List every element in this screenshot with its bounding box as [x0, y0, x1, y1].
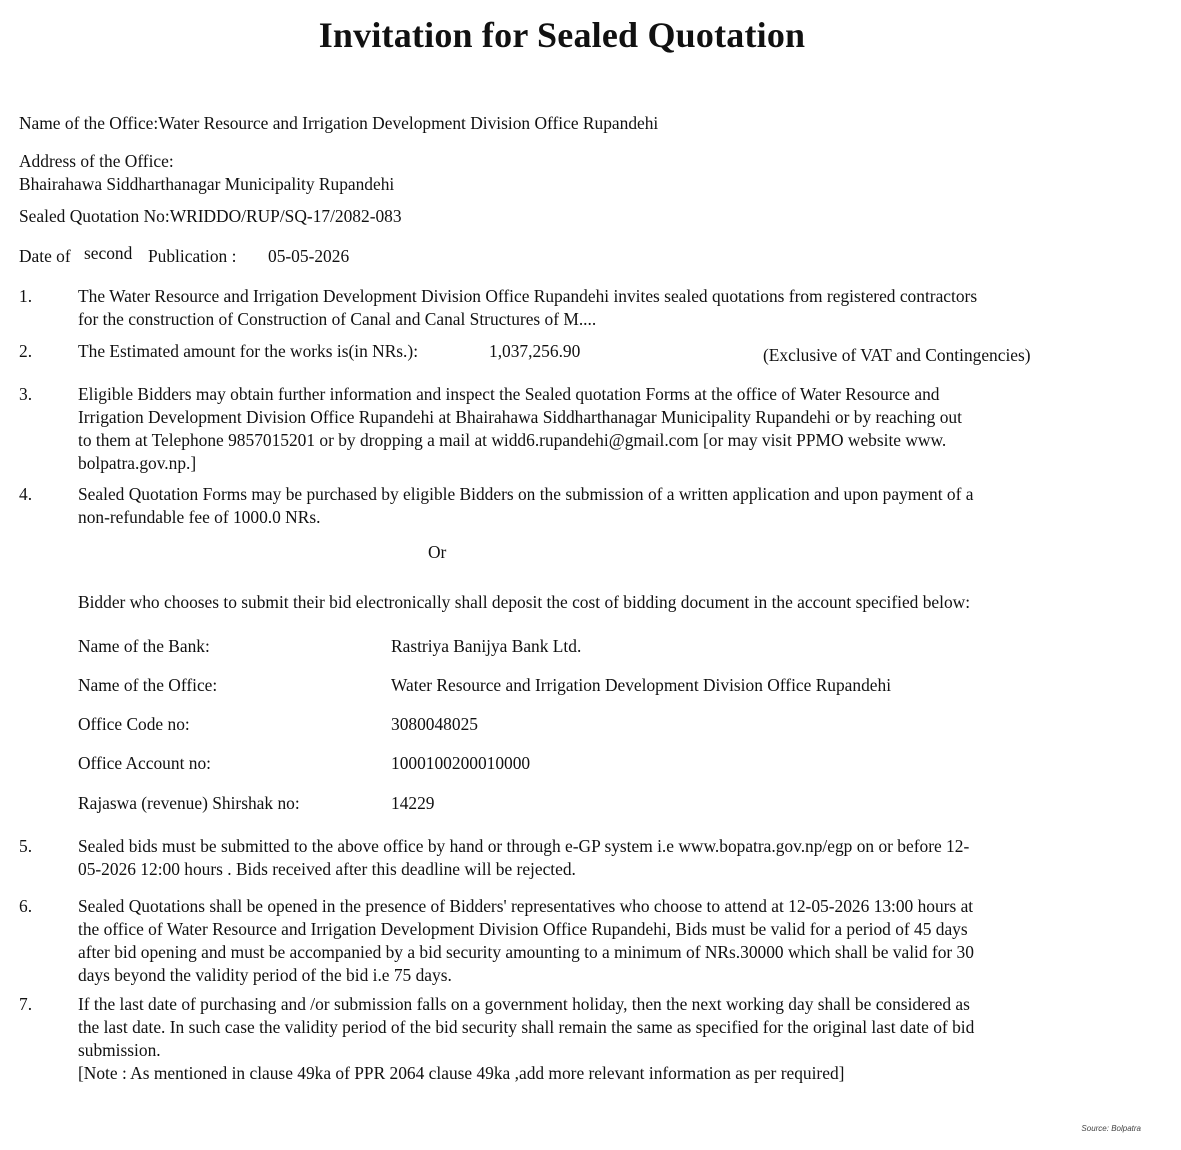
- text-line: for the construction of Construction of Canal and Canal Structures of M....: [78, 309, 597, 329]
- publication-label: Publication :: [148, 246, 237, 266]
- text-line: days beyond the validity period of the bid i.e 75 days.: [78, 965, 452, 985]
- item-number: 3.: [19, 384, 33, 404]
- publication-prefix: Date of: [19, 246, 71, 266]
- address-label: Address of the Office:: [19, 151, 174, 171]
- item-4-text: [78, 483, 1108, 529]
- item-number: 6.: [19, 896, 33, 916]
- text-line: The Water Resource and Irrigation Development Division Office Rupandehi invites sealed quotations from registered contractors: [78, 286, 978, 306]
- bank-detail-value: Water Resource and Irrigation Development Division Office Rupandehi: [391, 675, 892, 695]
- office-name-line: Name of the Office:Water Resource and Irrigation Development Division Office Rupandehi: [19, 113, 659, 133]
- quotation-number: Sealed Quotation No:WRIDDO/RUP/SQ-17/2082-083: [19, 206, 402, 226]
- page-title: Invitation for Sealed Quotation: [318, 15, 806, 55]
- item-number: 4.: [19, 484, 33, 504]
- text-line: Sealed Quotation Forms may be purchased by eligible Bidders on the submission of a written application and upon payment of a: [78, 484, 974, 504]
- electronic-submission-text: Bidder who chooses to submit their bid electronically shall deposit the cost of bidding document in the account specified below:: [78, 592, 971, 612]
- text-line: the last date. In such case the validity period of the bid security shall remain the same as specified for the original last date of bid: [78, 1017, 975, 1037]
- bank-detail-label: Office Code no:: [78, 714, 190, 734]
- item-3-text: [78, 383, 1108, 475]
- bank-detail-label: Office Account no:: [78, 753, 211, 773]
- item-number: 1.: [19, 286, 33, 306]
- estimated-amount-note: (Exclusive of VAT and Contingencies): [763, 345, 1031, 365]
- text-line: the office of Water Resource and Irrigation Development Division Office Rupandehi, Bids must be valid for a period of 45 days: [78, 919, 968, 939]
- item-1-text: [78, 285, 1108, 331]
- text-line: Sealed bids must be submitted to the above office by hand or through e-GP system i.e www.bopatra.gov.np/egp on or before 12-: [78, 836, 970, 856]
- item-number: 7.: [19, 994, 33, 1014]
- estimated-amount-label: The Estimated amount for the works is(in NRs.):: [78, 341, 419, 361]
- text-line: to them at Telephone 9857015201 or by dropping a mail at widd6.rupandehi@gmail.com [or may visit PPMO website www.: [78, 430, 947, 450]
- text-line: submission.: [78, 1040, 161, 1060]
- item-number: 5.: [19, 836, 33, 856]
- item-7-text: [78, 993, 1108, 1085]
- item-5-text: [78, 835, 1108, 881]
- publication-date: 05-05-2026: [268, 246, 350, 266]
- text-line: bolpatra.gov.np.]: [78, 453, 197, 473]
- bank-detail-label: Rajaswa (revenue) Shirshak no:: [78, 793, 300, 813]
- text-line: after bid opening and must be accompanied by a bid security amounting to a minimum of NRs.30000 which shall be valid for 30: [78, 942, 974, 962]
- item-number: 2.: [19, 341, 33, 361]
- text-line: [Note : As mentioned in clause 49ka of PPR 2064 clause 49ka ,add more relevant information as per required]: [78, 1063, 845, 1083]
- bank-detail-value: 3080048025: [391, 714, 478, 734]
- publication-second: second: [84, 243, 133, 263]
- bank-detail-value: 14229: [391, 793, 435, 813]
- or-separator: Or: [428, 542, 447, 562]
- text-line: non-refundable fee of 1000.0 NRs.: [78, 507, 321, 527]
- bank-detail-value: Rastriya Banijya Bank Ltd.: [391, 636, 582, 656]
- text-line: Sealed Quotations shall be opened in the presence of Bidders' representatives who choose to attend at 12-05-2026 13:00 hours at: [78, 896, 974, 916]
- text-line: Eligible Bidders may obtain further information and inspect the Sealed quotation Forms at the office of Water Resource and: [78, 384, 940, 404]
- bank-detail-label: Name of the Office:: [78, 675, 218, 695]
- text-line: Irrigation Development Division Office Rupandehi at Bhairahawa Siddharthanagar Municipality Rupandehi or by reaching out: [78, 407, 962, 427]
- address-value: Bhairahawa Siddharthanagar Municipality Rupandehi: [19, 174, 395, 194]
- bank-detail-value: 1000100200010000: [391, 753, 531, 773]
- source-credit: Source: Bolpatra: [1081, 1124, 1141, 1133]
- text-line: If the last date of purchasing and /or submission falls on a government holiday, then the next working day shall be considered as: [78, 994, 970, 1014]
- estimated-amount-value: 1,037,256.90: [489, 341, 581, 361]
- item-6-text: [78, 895, 1108, 987]
- bank-detail-label: Name of the Bank:: [78, 636, 210, 656]
- text-line: 05-2026 12:00 hours . Bids received after this deadline will be rejected.: [78, 859, 576, 879]
